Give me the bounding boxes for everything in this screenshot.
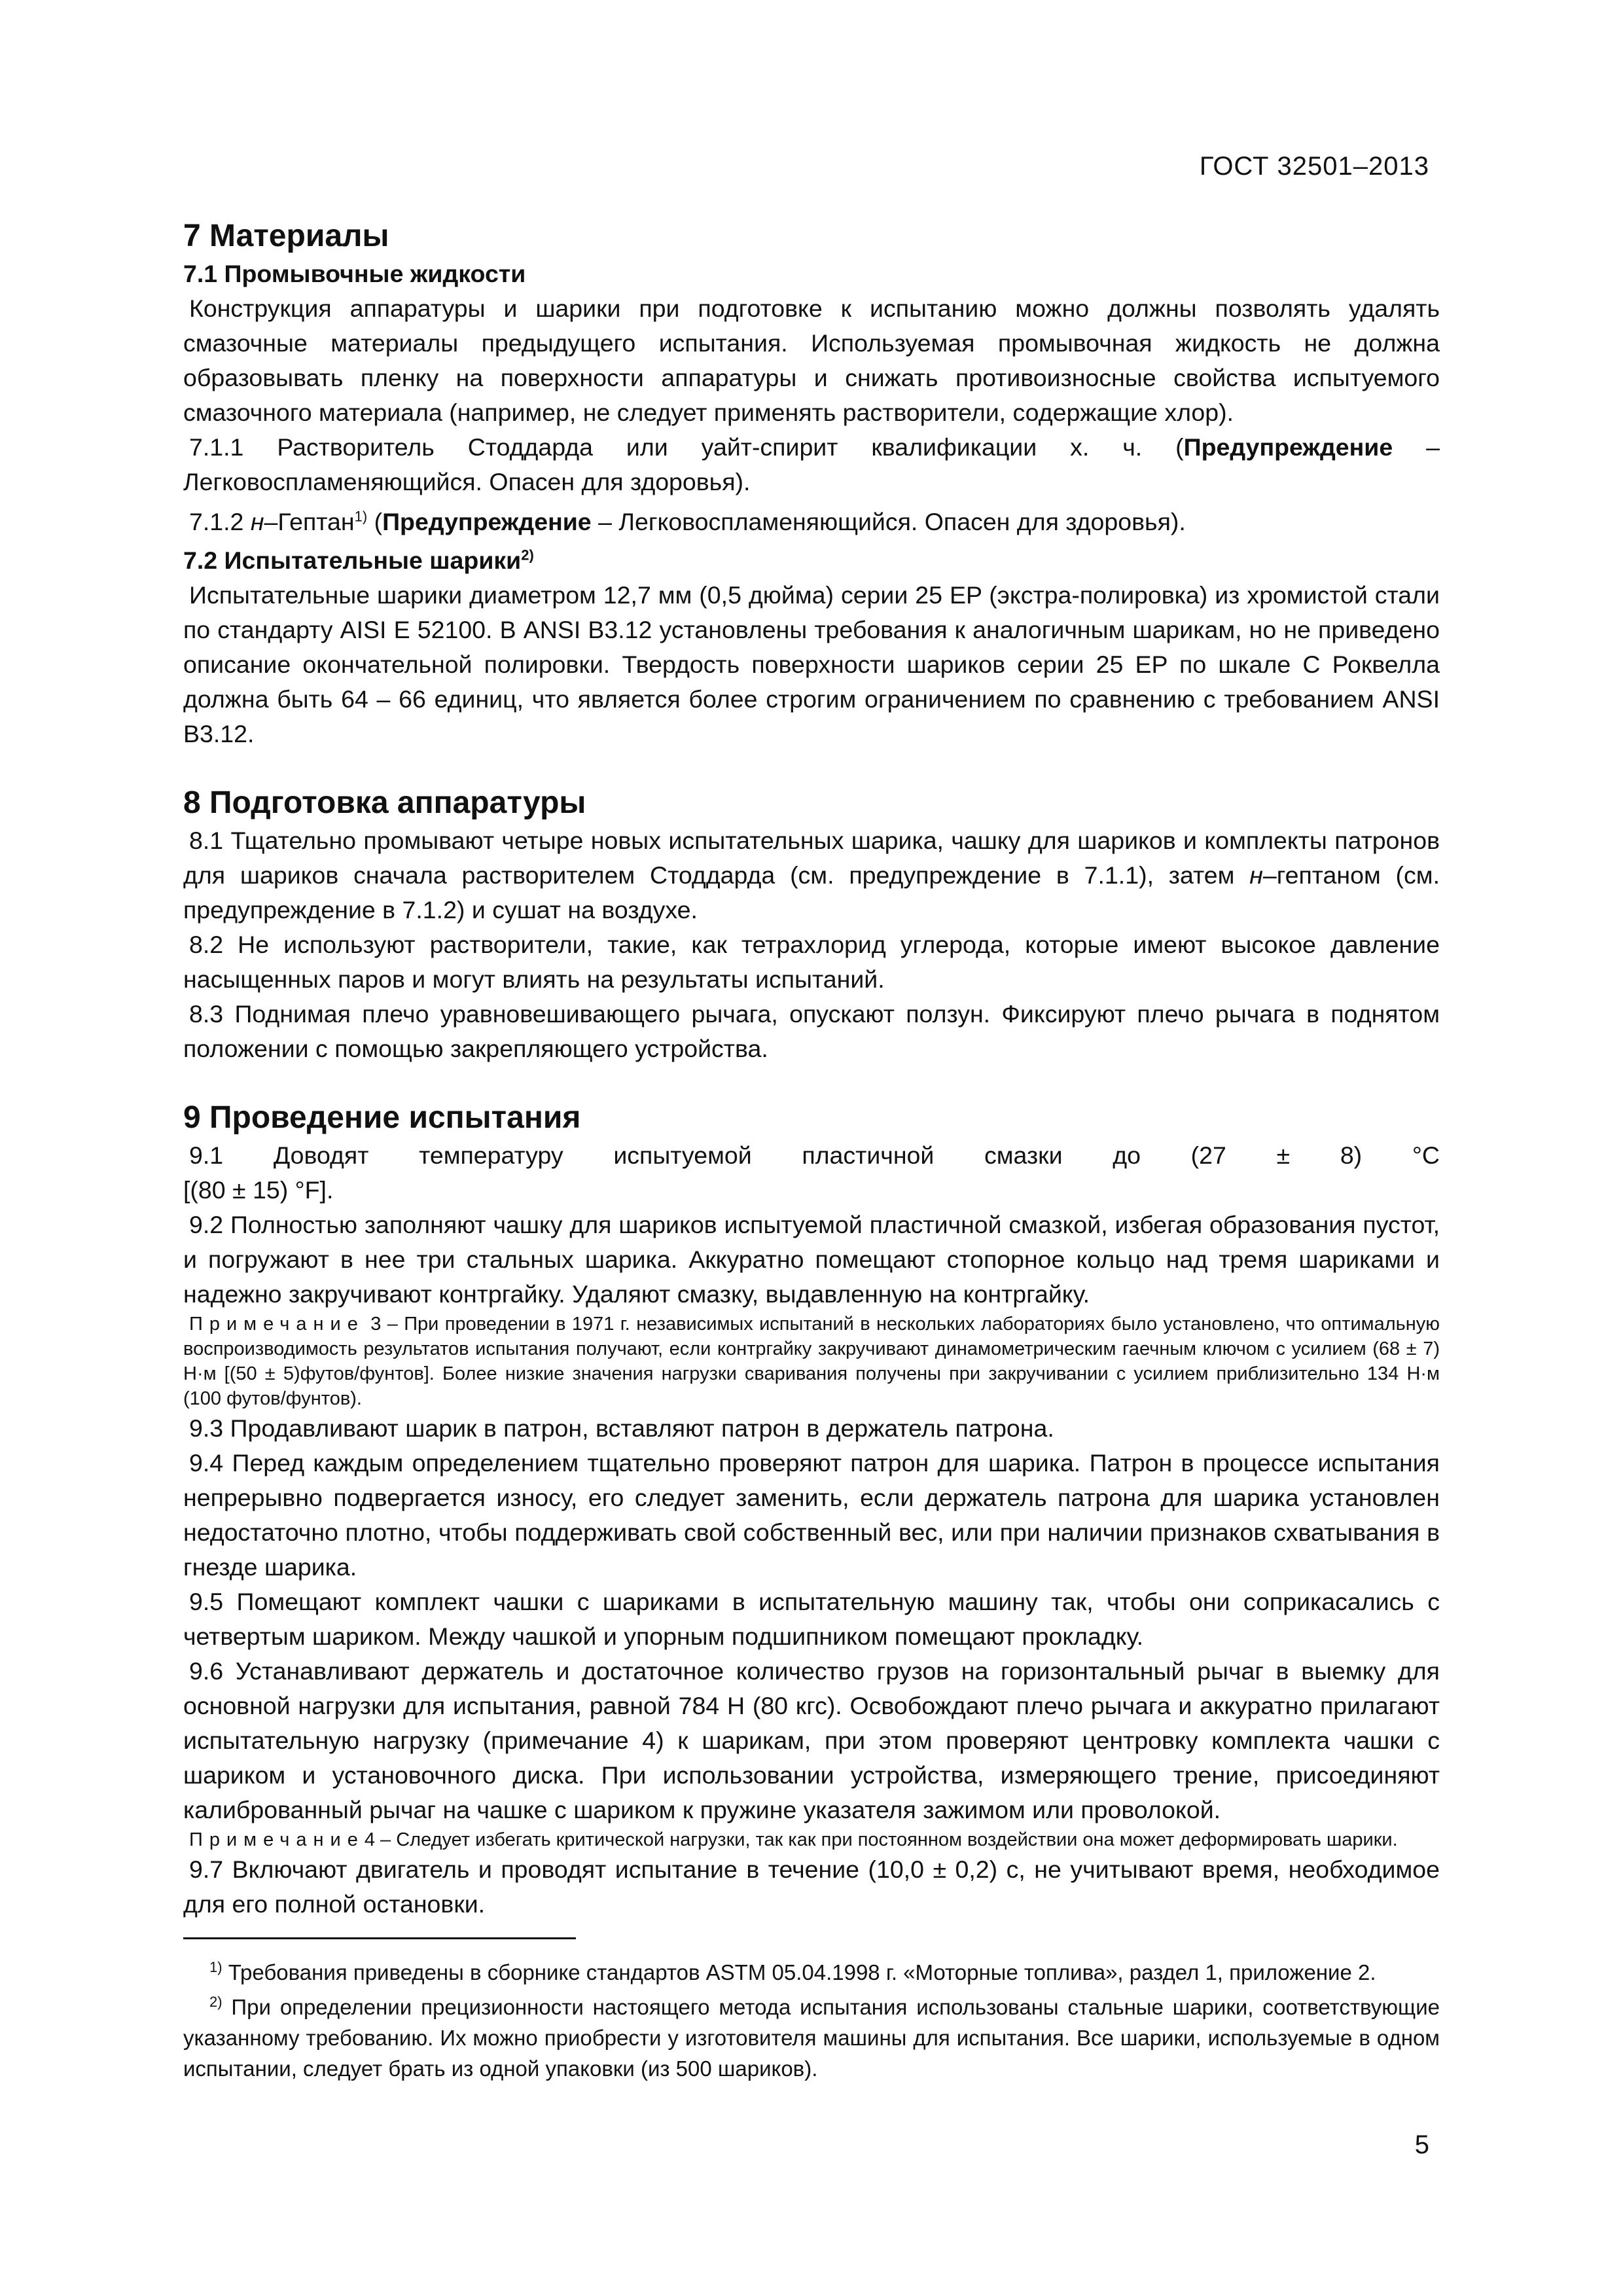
footnote-2 (183, 1992, 1440, 2084)
paragraph-8-3: 8.3 Поднимая плечо уравновешивающего рычага, опускают ползун. Фиксируют плечо рычага в поднятом положении с помощью закрепляющего устройства. (183, 1000, 1440, 1062)
note-label: Примечание (189, 1829, 365, 1850)
text-run: 7.1.2 (189, 508, 251, 535)
paragraph-9-6: 9.6 Устанавливают держатель и достаточное количество грузов на горизонтальный рычаг в выемку для основной нагрузки для испытания, равной 784 Н (80 кгс). Освобождают плечо рычага и аккуратно прилагают испытательную нагрузку (примечание 4) к шарикам, при этом проверяют центровку комплекта чашки с шариком и установочного диска. При использовании устройства, измеряющего трение, присоединяют калиброванный рычаг на чашке с шариком к пружине указателя зажимом или проволокой. (183, 1657, 1440, 1823)
page-number: 5 (1414, 2130, 1429, 2159)
note-text: 4 – Следует избегать критической нагрузки, так как при постоянном воздействии она может деформировать шарики. (364, 1829, 1398, 1850)
footnote-separator (183, 1937, 576, 1939)
heading-text: 7.2 Испытательные шарики (183, 547, 522, 574)
warning-label: Предупреждение (382, 508, 592, 535)
footnote-text: Требования приведены в сборнике стандартов ASTM 05.04.1998 г. «Моторные топлива», раздел 1, приложение 2. (222, 1960, 1376, 1984)
section-7-heading: 7 Материалы (183, 219, 389, 253)
paragraph-9-7: 9.7 Включают двигатель и проводят испытание в течение (10,0 ± 0,2) с, не учитывают время, необходимое для его полной остановки. (183, 1856, 1440, 1918)
document-code-header: ГОСТ 32501–2013 (1199, 152, 1429, 181)
note-text: 3 – При проведении в 1971 г. независимых испытаний в нескольких лабораториях было установлено, что оптимальную воспроизводимость результатов испытания получают, если контргайку закручивают динамометрическим гаечным ключом с усилием (68 ± 7) Н·м [(50 ± 5)футов/фунтов]. Более низкие значения нагрузки сваривания получены при закручивании с усилием приблизительно 134 Н·м (100 футов/фунтов). (183, 1314, 1440, 1409)
warning-label: Предупреждение (1183, 433, 1393, 461)
word: температуру (419, 1141, 563, 1169)
word: до (1113, 1141, 1141, 1169)
word: испытуемой (613, 1141, 752, 1169)
section-7-1-2-paragraph (183, 505, 1440, 539)
text-run: ( (367, 508, 383, 535)
paragraph-9-5: 9.5 Помещают комплект чашки с шариками в испытательную машину так, чтобы они соприкасались с четвертым шариком. Между чашкой и упорным подшипником помещают прокладку. (183, 1588, 1440, 1650)
word: ± (1276, 1141, 1291, 1169)
word: °С (1412, 1141, 1440, 1169)
paragraph-8-1 (183, 823, 1440, 927)
footnote-mark: 2) (209, 1994, 223, 2010)
text-run: – Легковоспламеняющийся. Опасен для здоровья). (183, 433, 1440, 495)
text-run: 7.1.1 Растворитель Стоддарда или уайт-спирит квалификации х. ч. ( (189, 433, 1184, 461)
footnote-mark: 1) (209, 1959, 223, 1975)
section-9-heading: 9 Проведение испытания (183, 1100, 581, 1135)
note-label: Примечание (189, 1314, 365, 1335)
footnote-ref: 2) (521, 547, 534, 564)
section-7-1-paragraph: Конструкция аппаратуры и шарики при подготовке к испытанию можно должны позволять удалять смазочные материалы предыдущего испытания. Используемая промывочная жидкость не должна образовывать пленку на поверхности аппаратуры и снижать противоизносные свойства испытуемого смазочного материала (например, не следует применять растворители, содержащие хлор). (183, 295, 1440, 426)
word: пластичной (802, 1141, 935, 1169)
section-7-1-1-paragraph (183, 430, 1440, 499)
footnote-1 (183, 1957, 1440, 1988)
italic-letter: н (250, 508, 264, 535)
text-run: – Легковоспламеняющийся. Опасен для здоровья). (591, 508, 1186, 535)
text-run: –гептаном (см. предупреждение в 7.1.2) и сушат на воздухе. (183, 861, 1440, 924)
page-body (183, 216, 1440, 1922)
footnotes (183, 1957, 1440, 2084)
paragraph-8-2: 8.2 Не используют растворители, такие, как тетрахлорид углерода, которые имеют высокое давление насыщенных паров и могут влиять на результаты испытаний. (183, 931, 1440, 993)
word: смазки (984, 1141, 1063, 1169)
section-7-2-paragraph: Испытательные шарики диаметром 12,7 мм (0,5 дюйма) серии 25 EP (экстра-полировка) из хромистой стали по стандарту AISI E 52100. В ANSI B3.12 установлены требования к аналогичным шарикам, но не приведено описание окончательной полировки. Твердость поверхности шариков серии 25 EP по шкале С Роквелла должна быть 64 – 66 единиц, что является более строгим ограничением по сравнению с требованием ANSI B3.12. (183, 581, 1440, 747)
paragraph-9-4: 9.4 Перед каждым определением тщательно проверяют патрон для шарика. Патрон в процессе испытания непрерывно подвергается износу, его следует заменить, если держатель патрона для шарика установлен недостаточно плотно, чтобы поддерживать свой собственный вес, или при наличии признаков схватывания в гнезде шарика. (183, 1449, 1440, 1581)
word: 8) (1340, 1141, 1363, 1169)
footnote-text: При определении прецизионности настоящего метода испытания использованы стальные шарики, соответствующие указанному требованию. Их можно приобрести у изготовителя машины для испытания. Все шарики, используемые в одном испытании, следует брать из одной упаковки (из 500 шариков). (183, 1995, 1440, 2081)
section-7-2-heading (183, 543, 1440, 578)
paragraph-9-1-line-1 (183, 1138, 1440, 1173)
paragraph-9-3: 9.3 Продавливают шарик в патрон, вставляют патрон в держатель патрона. (189, 1414, 1054, 1442)
text-run: –Гептан (264, 508, 355, 535)
italic-letter: н (1249, 861, 1263, 889)
text-run: 8.1 Тщательно промывают четыре новых испытательных шарика, чашку для шариков и комплекты патронов для шариков сначала растворителем Стоддарда (см. предупреждение в 7.1.1), затем (183, 827, 1440, 889)
section-7-1-heading: 7.1 Промывочные жидкости (183, 260, 526, 287)
footnote-ref: 1) (354, 508, 368, 525)
word: (27 (1190, 1141, 1226, 1169)
paragraph-9-2: 9.2 Полностью заполняют чашку для шариков испытуемой пластичной смазкой, избегая образования пустот, и погружают в нее три стальных шарика. Аккуратно помещают стопорное кольцо над тремя шариками и надежно закручивают контргайку. Удаляют смазку, выдавленную на контргайку. (183, 1211, 1440, 1308)
note-3 (183, 1312, 1440, 1411)
word: 9.1 (189, 1141, 224, 1169)
word: Доводят (273, 1141, 369, 1169)
note-4 (183, 1827, 1440, 1852)
paragraph-9-1-line-2: [(80 ± 15) °F]. (183, 1176, 334, 1204)
section-8-heading: 8 Подготовка аппаратуры (183, 785, 586, 820)
